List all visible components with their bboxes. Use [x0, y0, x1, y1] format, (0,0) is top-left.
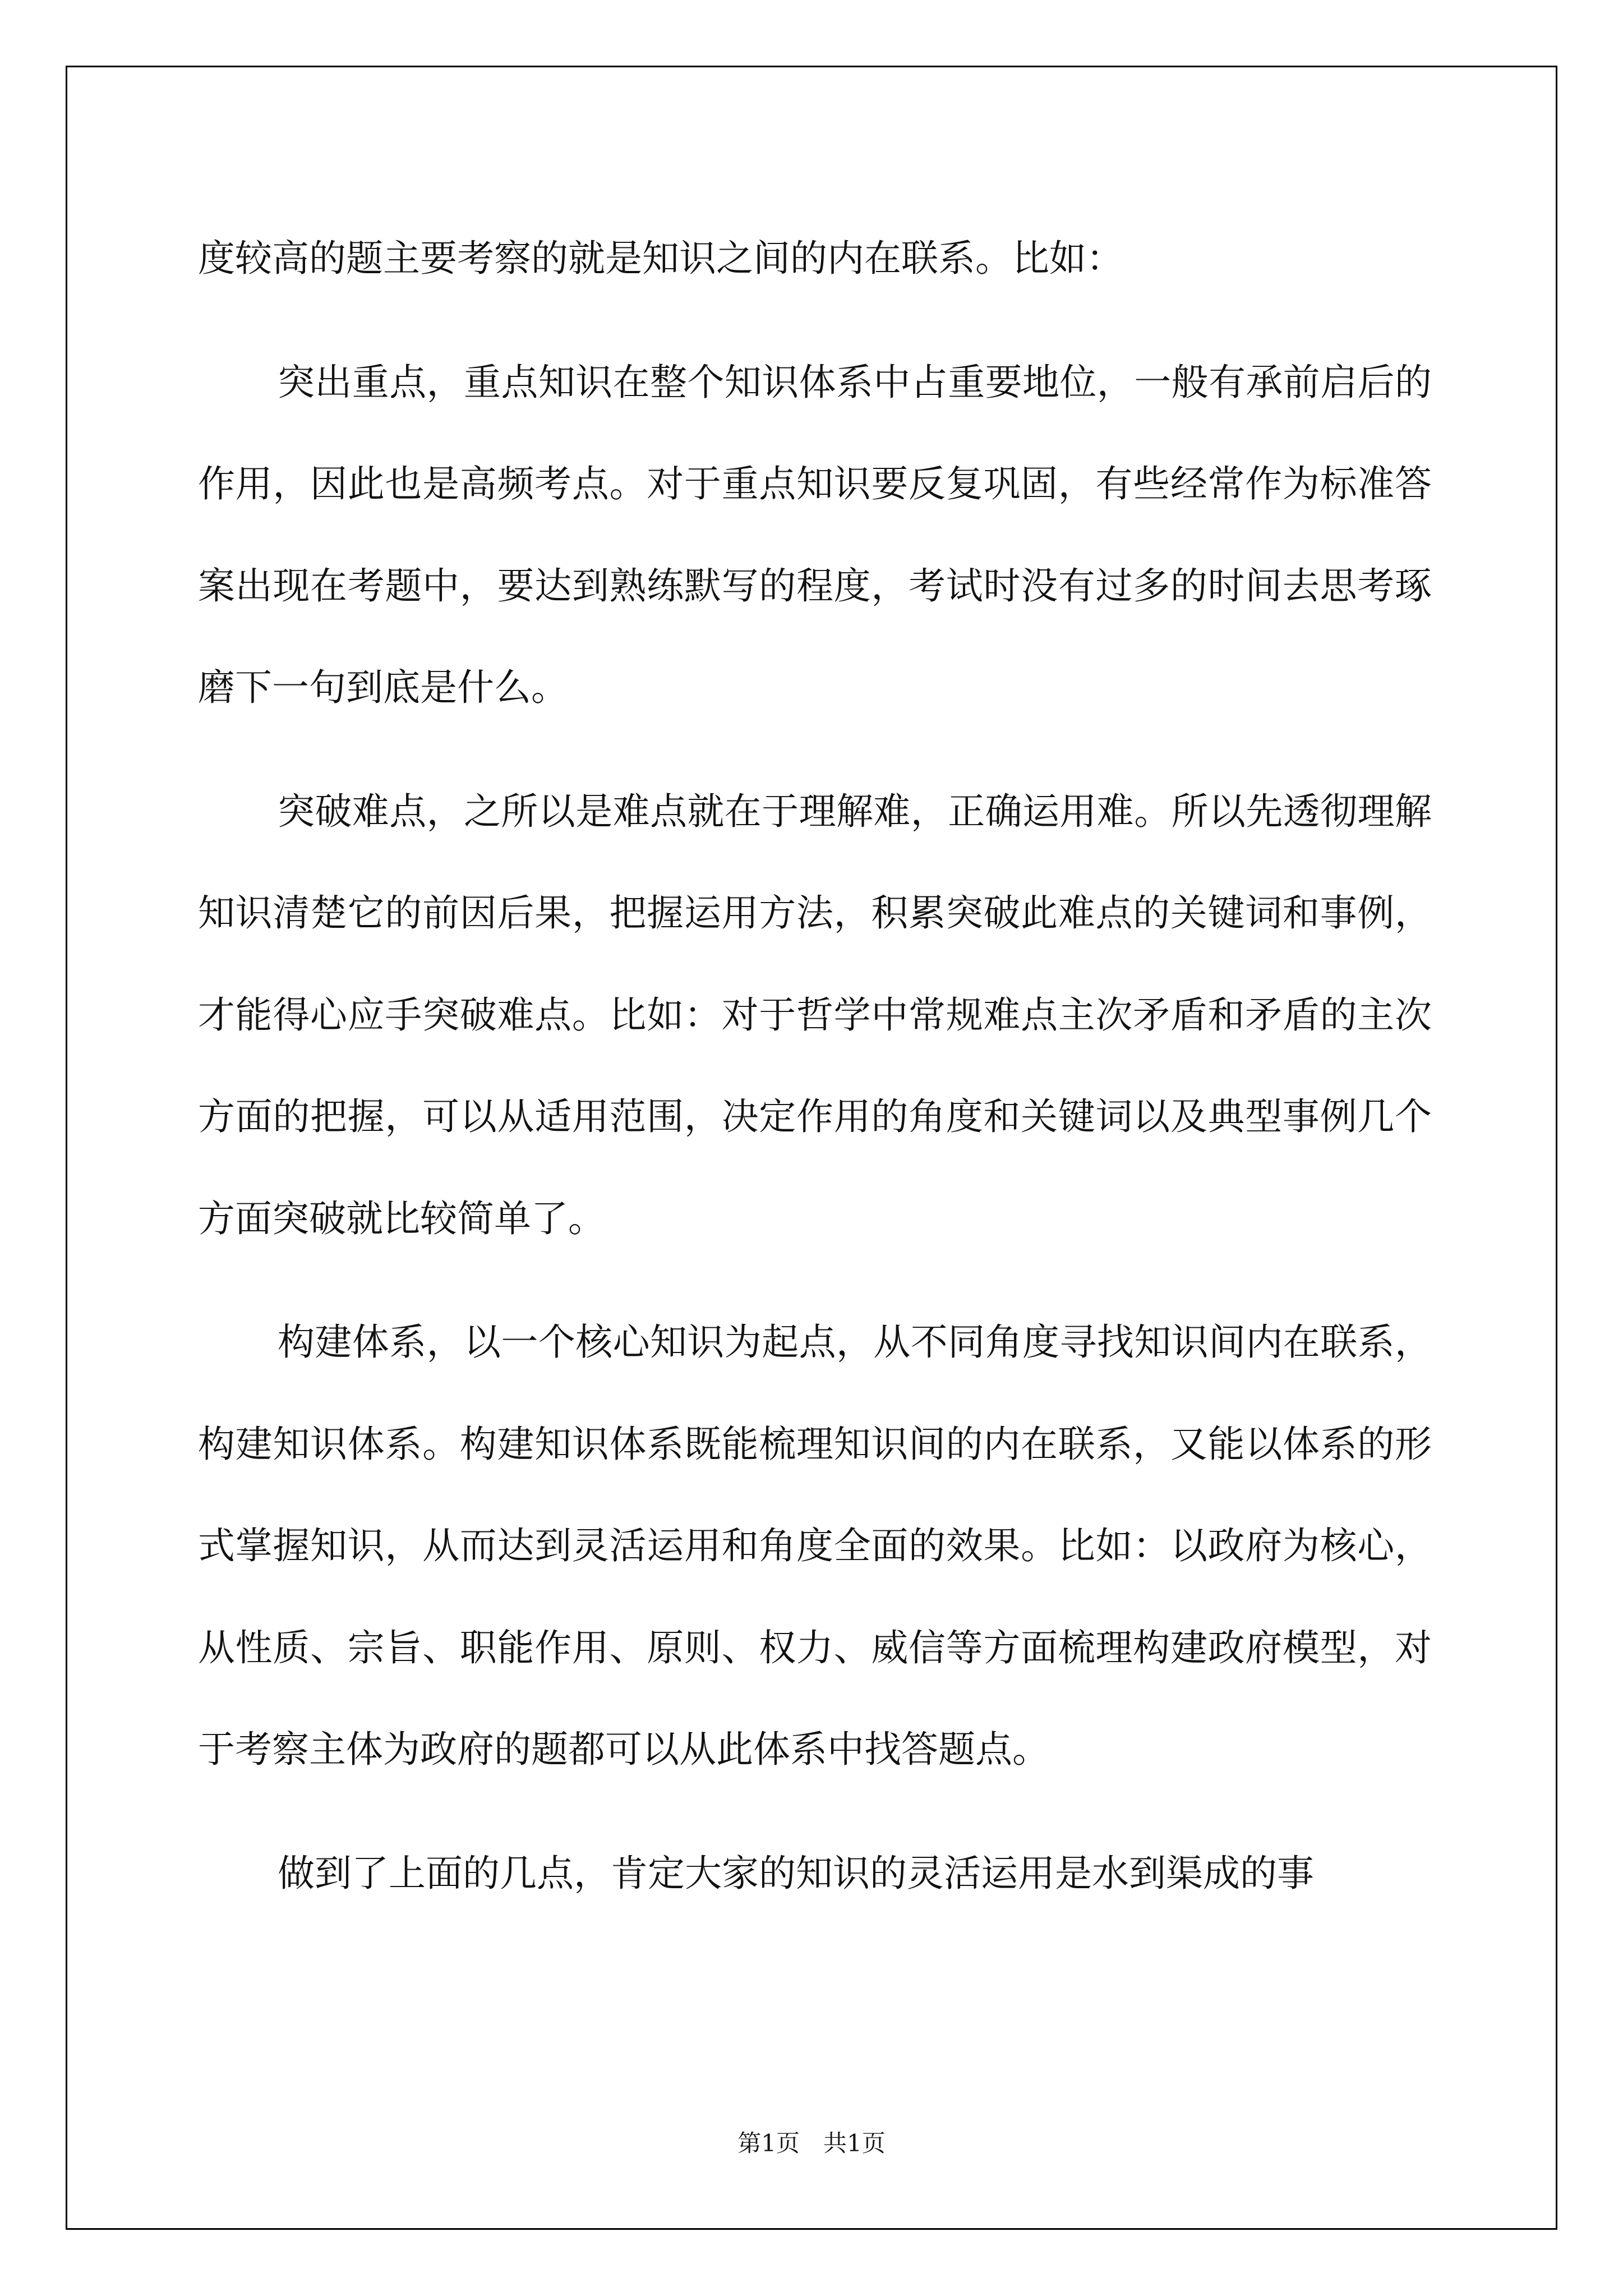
paragraph-5: 做到了上面的几点，肯定大家的知识的灵活运用是水到渠成的事 — [278, 1851, 1314, 1895]
paragraph-4: 构建体系，以一个核心知识为起点，从不同角度寻找知识间内在联系，构建知识体系。构建知识体系既能梳理知识间的内在联系，又能以体系的形式掌握知识，从而达到灵活运用和角度全面的效果。比如：以政府为核心，从性质、宗旨、职能作用、原则、权力、威信等方面梳理构建政府模型，对于考察主体为政府的题都可以从此体系中找答题点。 — [198, 1320, 1432, 1771]
paragraph-2: 突出重点，重点知识在整个知识体系中占重要地位，一般有承前启后的作用，因此也是高频考点。对于重点知识要反复巩固，有些经常作为标准答案出现在考题中，要达到熟练默写的程度，考试时没有过多的时间去思考琢磨下一句到底是什么。 — [198, 360, 1432, 709]
page-number-footer: 第1页 共1页 — [737, 2129, 886, 2157]
paragraph-3: 突破难点，之所以是难点就在于理解难，正确运用难。所以先透彻理解知识清楚它的前因后果，把握运用方法，积累突破此难点的关键词和事例，才能得心应手突破难点。比如：对于哲学中常规难点主次矛盾和矛盾的主次方面的把握，可以从适用范围，决定作用的角度和关键词以及典型事例几个方面突破就比较简单了。 — [198, 789, 1432, 1240]
paragraph-1: 度较高的题主要考察的就是知识之间的内在联系。比如： — [198, 237, 1123, 280]
document-body — [198, 208, 1432, 1924]
